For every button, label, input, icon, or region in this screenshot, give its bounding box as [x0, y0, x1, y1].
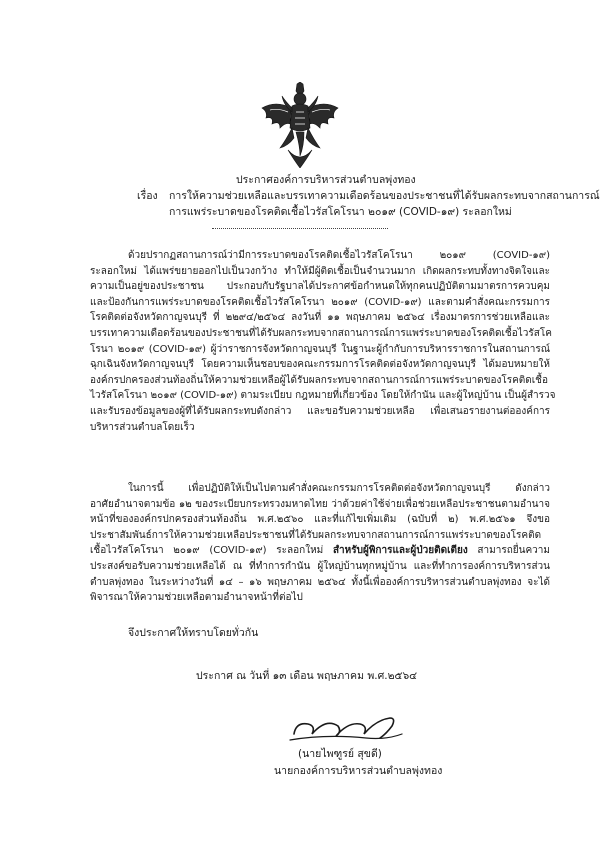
announcement-title: ประกาศองค์การบริหารส่วนตำบลพุ่งทอง — [236, 174, 416, 186]
closing-statement: จึงประกาศให้ทราบโดยทั่วกัน — [128, 627, 259, 639]
paragraph-line: อาศัยอำนาจตามข้อ ๑๒ ของระเบียบกระทรวงมหาดไทย ว่าด้วยค่าใช้จ่ายเพื่อช่วยเหลือประชาชนตามอำนาจ — [90, 498, 550, 510]
paragraph-line: พิจารณาให้ความช่วยเหลือตามอำนาจหน้าที่ต่อไป — [90, 592, 303, 604]
signer-position: นายกองค์การบริหารส่วนตำบลพุ่งทอง — [274, 765, 443, 777]
paragraph-line: ความเป็นอยู่ของประชาชน ประกอบกับรัฐบาลได้ประกาศข้อกำหนดให้ทุกคนปฏิบัติตามมาตรการควบคุม — [90, 281, 550, 293]
text-before-emphasis: เชื้อไวรัสโคโรนา ๒๐๑๙ (COVID-๑๙) ระลอกใหม่ — [90, 545, 333, 557]
paragraph-line: โรนา ๒๐๑๙ (COVID-๑๙) ผู้ว่าราชการจังหวัดกาญจนบุรี ในฐานะผู้กำกับการบริหารราชการในสถานการณ์ — [90, 343, 550, 355]
text-after-emphasis: สามารถยื่นความ — [467, 545, 550, 557]
signer-name: (นายไพฑูรย์ สุขดี) — [298, 748, 382, 760]
subject-line-1: การให้ความช่วยเหลือและบรรเทาความเดือดร้อนของประชาชนที่ได้รับผลกระทบจากสถานการณ์ — [169, 190, 600, 202]
paragraph-2 — [90, 481, 550, 606]
paragraph-line: ประชาสัมพันธ์การให้ความช่วยเหลือประชาชนที่ได้รับผลกระทบจากสถานการณ์การแพร่ระบาดของโรคติด — [90, 529, 542, 541]
subject-label: เรื่อง — [137, 190, 158, 202]
paragraph-line: หน้าที่ขององค์กรปกครองส่วนท้องถิ่น พ.ศ.๒๕๖๐ และที่แก้ไขเพิ่มเติม (ฉบับที่ ๒) พ.ศ.๒๕๖๑ จึงขอ — [90, 514, 550, 526]
paragraph-line: ในการนี้ เพื่อปฏิบัติให้เป็นไปตามคำสั่งคณะกรรมการโรคติดต่อจังหวัดกาญจนบุรี ดังกล่าว — [128, 483, 550, 494]
paragraph-line: บริหารส่วนตำบลโดยเร็ว — [90, 421, 195, 433]
subject-line-2: การแพร่ระบาดของโรคติดเชื้อไวรัสโคโรนา ๒๐๑๙ (COVID-๑๙) ระลอกใหม่ — [169, 206, 512, 218]
paragraph-line-with-emphasis — [90, 543, 550, 559]
paragraph-line: ด้วยปรากฏสถานการณ์ว่ามีการระบาดของโรคติดเชื้อไวรัสโคโรนา ๒๐๑๙ (COVID-๑๙) — [128, 250, 550, 261]
paragraph-1 — [90, 248, 556, 435]
paragraph-line: ไวรัสโคโรนา ๒๐๑๙ (COVID-๑๙) ตามระเบียบ กฎหมายที่เกี่ยวข้อง โดยให้กำนัน และผู้ใหญ่บ้าน เป็นผู้สำรวจ — [90, 390, 556, 402]
paragraph-line: โรคติดต่อจังหวัดกาญจนบุรี ที่ ๒๒๙๔/๒๕๖๔ ลงวันที่ ๑๑ พฤษภาคม ๒๕๖๔ เรื่องมาตรการช่วยเหลือและ — [90, 312, 550, 324]
handwritten-signature — [286, 704, 406, 748]
paragraph-line: และรับรองข้อมูลของผู้ที่ได้รับผลกระทบดังกล่าว และขอรับความช่วยเหลือ เพื่อเสนอรายงานต่อองค์การ — [90, 405, 550, 417]
garuda-emblem-icon — [258, 82, 342, 168]
paragraph-line: ตำบลพุ่งทอง ในระหว่างวันที่ ๑๔ – ๑๖ พฤษภาคม ๒๕๖๔ ทั้งนี้เพื่อองค์การบริหารส่วนตำบลพุ่งทอง จะได้ — [90, 576, 550, 588]
paragraph-line: และป้องกันการแพร่ระบาดของโรคติดเชื้อไวรัสโคโรนา ๒๐๑๙ (COVID-๑๙) และตามคำสั่งคณะกรรมการ — [90, 296, 550, 308]
emphasis-disabled-bedridden: สำหรับผู้พิการและผู้ป่วยติดเตียง — [332, 545, 468, 557]
paragraph-line: ประสงค์ขอรับความช่วยเหลือได้ ณ ที่ทำการกำนัน ผู้ใหญ่บ้านทุกหมู่บ้าน และที่ทำการองค์การบริหารส่วน — [90, 560, 550, 572]
paragraph-line: ระลอกใหม่ ได้แพร่ขยายออกไปเป็นวงกว้าง ทำให้มีผู้ติดเชื้อเป็นจำนวนมาก เกิดผลกระทบทั้งทางจิตใจและ — [90, 265, 550, 277]
announcement-date: ประกาศ ณ วันที่ ๑๓ เดือน พฤษภาคม พ.ศ.๒๕๖๔ — [196, 670, 418, 682]
paragraph-line: บรรเทาความเดือดร้อนของประชาชนที่ได้รับผลกระทบจากสถานการณ์การแพร่ระบาดของโรคติดเชื้อไวรัสโค — [90, 327, 552, 339]
header-divider — [212, 228, 388, 229]
paragraph-line: องค์กรปกครองส่วนท้องถิ่นให้ความช่วยเหลือผู้ได้รับผลกระทบจากสถานการณ์การแพร่ระบาดของโรคติดเชื้อ — [90, 374, 548, 386]
paragraph-line: ฉุกเฉินจังหวัดกาญจนบุรี โดยความเห็นชอบของคณะกรรมการโรคติดต่อจังหวัดกาญจนบุรี ได้มอบหมายให้ — [90, 359, 550, 371]
